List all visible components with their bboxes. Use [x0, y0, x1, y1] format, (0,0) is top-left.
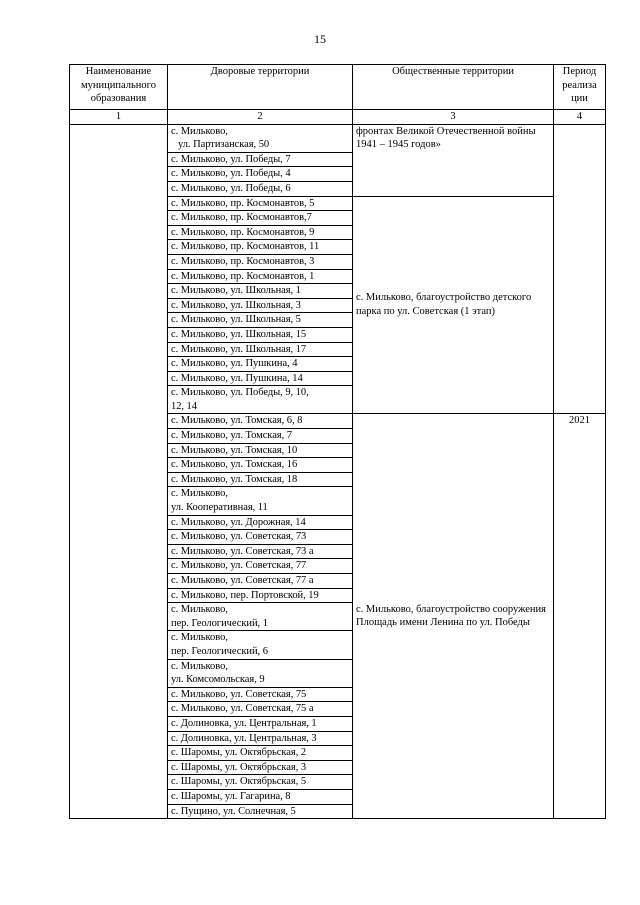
- yard-territory-cell: с. Мильково, ул. Томская, 16: [168, 458, 353, 473]
- yard-territory-cell: с. Шаромы, ул. Гагарина, 8: [168, 789, 353, 804]
- yard-territory-cell: с. Мильково, ул. Школьная, 17: [168, 342, 353, 357]
- yard-address-line: с. Мильково,: [171, 660, 228, 672]
- yard-address-line: ул. Комсомольская, 9: [171, 674, 265, 686]
- yard-territory-cell: с. Мильково, ул. Школьная, 5: [168, 313, 353, 328]
- table-row: [70, 124, 606, 152]
- yard-territory-cell: [168, 124, 353, 152]
- program-table: [69, 64, 606, 819]
- page-number: 15: [314, 32, 326, 46]
- yard-territory-cell: [168, 386, 353, 414]
- column-number: 2: [168, 110, 353, 125]
- yard-territory-cell: с. Мильково, ул. Советская, 77: [168, 559, 353, 574]
- header-row: [70, 65, 606, 110]
- public-territory-cell: фронтах Великой Отечественной войны 1941 – 1945 годов»: [353, 124, 554, 196]
- yard-address-line: с. Мильково,: [171, 604, 228, 616]
- header-public-territories: Общественные территории: [353, 65, 554, 110]
- yard-territory-cell: с. Мильково, ул. Пушкина, 14: [168, 371, 353, 386]
- yard-territory-cell: с. Мильково, пр. Космонавтов, 5: [168, 196, 353, 211]
- yard-territory-cell: с. Мильково, ул. Школьная, 1: [168, 284, 353, 299]
- yard-address-line: ул. Кооперативная, 11: [171, 502, 268, 514]
- yard-territory-cell: с. Шаромы, ул. Октябрьская, 2: [168, 746, 353, 761]
- yard-territory-cell: с. Мильково, пер. Портовской, 19: [168, 588, 353, 603]
- municipality-cell: [70, 124, 168, 819]
- header-period: Период реализа ции: [554, 65, 606, 110]
- yard-address-line: с. Мильково,: [171, 488, 228, 500]
- yard-address-line: пер. Геологический, 1: [171, 617, 268, 629]
- yard-address-line: 12, 14: [171, 400, 197, 412]
- yard-territory-cell: с. Мильково, ул. Советская, 77 а: [168, 574, 353, 589]
- yard-territory-cell: с. Мильково, ул. Советская, 73 а: [168, 544, 353, 559]
- yard-territory-cell: с. Мильково, пр. Космонавтов, 1: [168, 269, 353, 284]
- period-cell: [554, 124, 606, 414]
- yard-territory-cell: с. Мильково, ул. Томская, 18: [168, 472, 353, 487]
- yard-territory-cell: [168, 487, 353, 515]
- yard-address-line: с. Мильково, ул. Победы, 9, 10,: [171, 387, 309, 399]
- yard-territory-cell: с. Мильково, ул. Победы, 6: [168, 181, 353, 196]
- yard-territory-cell: с. Мильково, ул. Пушкина, 4: [168, 357, 353, 372]
- yard-territory-cell: с. Мильково, ул. Советская, 75: [168, 687, 353, 702]
- yard-territory-cell: с. Мильково, ул. Школьная, 15: [168, 327, 353, 342]
- yard-address-line: ул. Партизанская, 50: [178, 139, 270, 151]
- yard-territory-cell: с. Пущино, ул. Солнечная, 5: [168, 804, 353, 819]
- yard-territory-cell: с. Мильково, ул. Школьная, 3: [168, 298, 353, 313]
- yard-territory-cell: с. Долиновка, ул. Центральная, 3: [168, 731, 353, 746]
- yard-territory-cell: с. Мильково, ул. Томская, 7: [168, 429, 353, 444]
- yard-address-line: с. Мильково,: [171, 632, 228, 644]
- yard-address-line: с. Мильково,: [171, 125, 228, 137]
- yard-territory-cell: с. Мильково, пр. Космонавтов, 9: [168, 225, 353, 240]
- header-yard-territories: Дворовые территории: [168, 65, 353, 110]
- yard-territory-cell: с. Долиновка, ул. Центральная, 1: [168, 716, 353, 731]
- yard-territory-cell: с. Мильково, пр. Космонавтов, 3: [168, 254, 353, 269]
- yard-territory-cell: с. Мильково, пр. Космонавтов,7: [168, 211, 353, 226]
- yard-territory-cell: [168, 631, 353, 659]
- column-number: 1: [70, 110, 168, 125]
- period-cell: 2021: [554, 414, 606, 819]
- yard-territory-cell: с. Мильково, ул. Советская, 75 а: [168, 702, 353, 717]
- yard-territory-cell: [168, 603, 353, 631]
- yard-territory-cell: [168, 659, 353, 687]
- yard-territory-cell: с. Мильково, ул. Дорожная, 14: [168, 515, 353, 530]
- column-number: 3: [353, 110, 554, 125]
- yard-territory-cell: с. Мильково, ул. Томская, 6, 8: [168, 414, 353, 429]
- public-territory-cell: с. Мильково, благоустройство детского парка по ул. Советская (1 этап): [353, 196, 554, 414]
- public-territory-cell: с. Мильково, благоустройство сооружения Площадь имени Ленина по ул. Победы: [353, 414, 554, 819]
- yard-territory-cell: с. Шаромы, ул. Октябрьская, 3: [168, 760, 353, 775]
- yard-address-line: пер. Геологический, 6: [171, 645, 268, 657]
- yard-territory-cell: с. Мильково, ул. Победы, 7: [168, 152, 353, 167]
- header-municipality: Наименование муниципального образования: [70, 65, 168, 110]
- yard-territory-cell: с. Шаромы, ул. Октябрьская, 5: [168, 775, 353, 790]
- yard-territory-cell: с. Мильково, ул. Победы, 4: [168, 167, 353, 182]
- yard-territory-cell: с. Мильково, пр. Космонавтов, 11: [168, 240, 353, 255]
- yard-territory-cell: с. Мильково, ул. Томская, 10: [168, 443, 353, 458]
- yard-territory-cell: с. Мильково, ул. Советская, 73: [168, 530, 353, 545]
- column-number-row: [70, 110, 606, 125]
- column-number: 4: [554, 110, 606, 125]
